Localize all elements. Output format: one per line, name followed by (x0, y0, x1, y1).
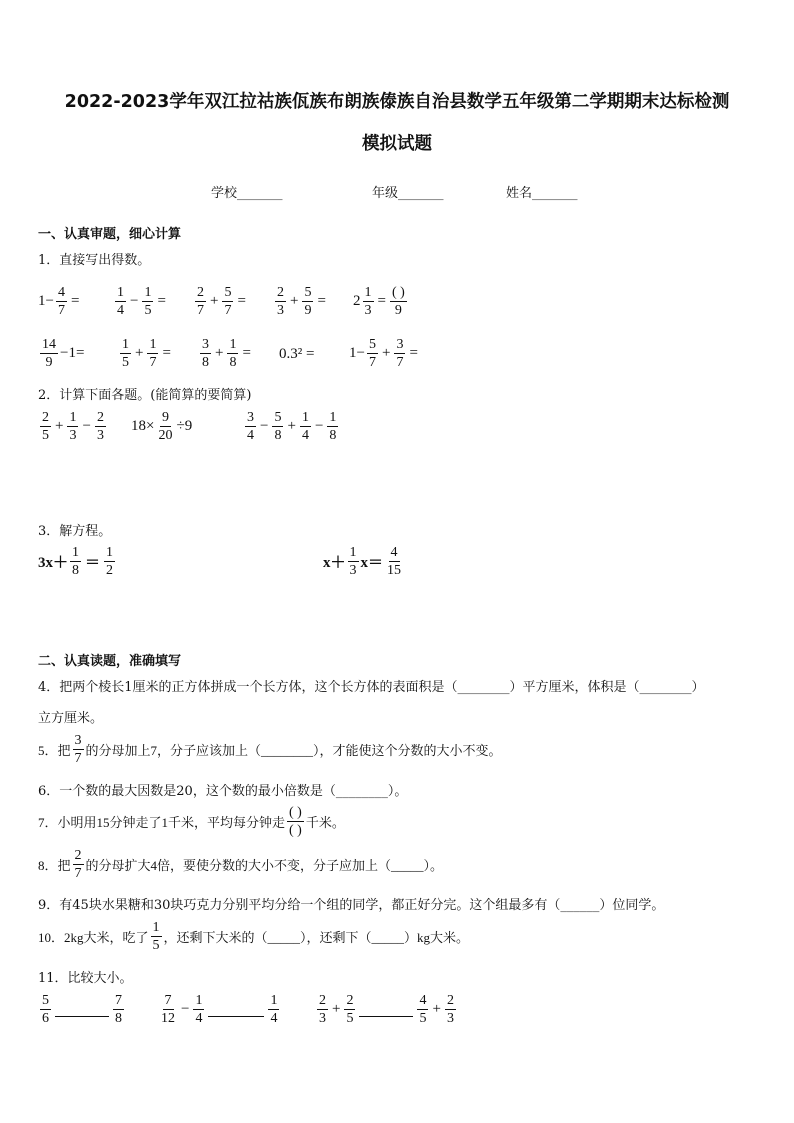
question-2-title: 2．计算下面各题。(能简算的要简算) (38, 388, 252, 403)
expr-1: 1− $\frac{4}{7}$ = (38, 285, 80, 319)
question-5: 5．把 $\frac{3}{7}$ 的分母加上7，分子应该加上（________），才能使这个分数的大小不变。 (38, 733, 502, 767)
compare-1: $\frac{5}{6}$ $\frac{7}{8}$ (42, 993, 122, 1027)
question-1-title: 1．直接写出得数。 (38, 253, 151, 268)
question-9: 9．有45块水果糖和30块巧克力分别平均分给一个组的同学，都正好分完。这个组最多有（______）位同学。 (38, 898, 665, 913)
expr-9: 0.3² = (279, 346, 315, 362)
grade-field[interactable]: 年级_______ (372, 186, 444, 201)
question-11-title: 11．比较大小。 (38, 971, 133, 986)
compare-2: $\frac{7}{12}$ − $\frac{1}{4}$ $\frac{1}{4}$ (161, 993, 278, 1027)
equation-2: x＋ $\frac{1}{3}$ x＝ $\frac{4}{15}$ (323, 545, 402, 579)
expr-7: $\frac{1}{5}$ + $\frac{1}{7}$ = (122, 337, 171, 371)
question-4-cont: 立方厘米。 (38, 711, 104, 726)
calc-2: 18× $\frac{9}{20}$ ÷9 (131, 410, 193, 444)
page-title-line2: 模拟试题 (362, 134, 432, 154)
question-6: 6．一个数的最大因数是20，这个数的最小倍数是（________）。 (38, 784, 408, 799)
question-8: 8．把 $\frac{2}{7}$ 的分母扩大4倍，要使分数的大小不变，分子应加上（_____）。 (38, 848, 444, 882)
compare-3-blank[interactable] (359, 1002, 413, 1017)
compare-3: $\frac{2}{3}$ + $\frac{2}{5}$ $\frac{4}{5}$ + $\frac{2}{3}$ (319, 993, 454, 1027)
question-3-title: 3．解方程。 (38, 524, 112, 539)
name-field[interactable]: 姓名_______ (506, 186, 578, 201)
expr-4: $\frac{2}{3}$ + $\frac{5}{9}$ = (277, 285, 326, 319)
section-heading-1: 一、认真审题，细心计算 (38, 227, 182, 242)
expr-8: $\frac{3}{8}$ + $\frac{1}{8}$ = (202, 337, 251, 371)
question-10: 10．2kg大米，吃了 $\frac{1}{5}$ ，还剩下大米的（_____），还剩下（_____）kg大米。 (38, 920, 470, 954)
expr-3: $\frac{2}{7}$ + $\frac{5}{7}$ = (197, 285, 246, 319)
compare-2-blank[interactable] (208, 1002, 264, 1017)
expr-10: 1− $\frac{5}{7}$ + $\frac{3}{7}$ = (349, 337, 418, 371)
expr-2: $\frac{1}{4}$ − $\frac{1}{5}$ = (117, 285, 166, 319)
calc-3: $\frac{3}{4}$ − $\frac{5}{8}$ + $\frac{1}{4}$ − $\frac{1}{8}$ (247, 410, 337, 444)
compare-1-blank[interactable] (55, 1002, 109, 1017)
equation-1: 3x＋ $\frac{1}{8}$ ＝ $\frac{1}{2}$ (38, 545, 114, 579)
calc-1: $\frac{2}{5}$ + $\frac{1}{3}$ − $\frac{2}{3}$ (42, 410, 104, 444)
school-field[interactable]: 学校_______ (211, 186, 283, 201)
page-title: 2022-2023学年双江拉祜族佤族布朗族傣族自治县数学五年级第二学期期末达标检测 (64, 92, 730, 112)
expr-6: $\frac{14}{9}$ −1= (42, 337, 85, 371)
expr-5: 2 $\frac{1}{3}$ = $\frac{( )}{9}$ (353, 285, 405, 319)
question-7: 7．小明用15分钟走了1千米，平均每分钟走 $\frac{( )}{( )}$ 千米。 (38, 805, 345, 839)
question-4: 4．把两个棱长1厘米的正方体拼成一个长方体，这个长方体的表面积是（________）平方厘米，体积是（________） (38, 680, 705, 695)
section-heading-2: 二、认真读题，准确填写 (38, 654, 182, 669)
